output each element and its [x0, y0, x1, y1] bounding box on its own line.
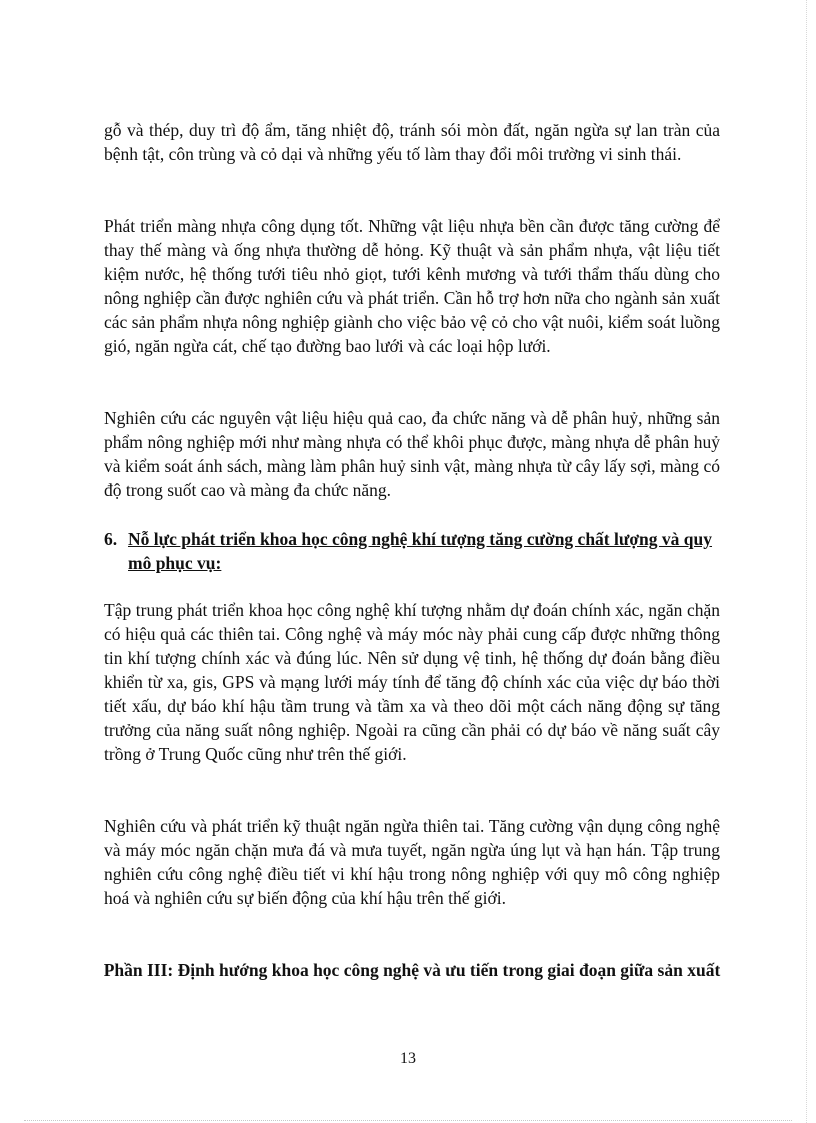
- section-title: Nỗ lực phát triển khoa học công nghệ khí tượng tăng cường chất lượng và quy mô phục vụ:: [128, 529, 713, 573]
- body-paragraph-5: Nghiên cứu và phát triển kỹ thuật ngăn ngừa thiên tai. Tăng cường vận dụng công nghệ và máy móc ngăn chặn mưa đá và mưa tuyết, ngăn ngừa úng lụt và hạn hán. Tập trung nghiên cứu công nghệ điều tiết vi khí hậu trong nông nghiệp với quy mô công nghiệp hoá và nghiên cứu sự biến động của khí hậu trên thế giới.: [104, 816, 720, 908]
- page-bottom-divider: [24, 1120, 792, 1121]
- part-3-heading: Phần III: Định hướng khoa học công nghệ và ưu tiến trong giai đoạn giữa sản xuất: [103, 960, 721, 980]
- body-paragraph-2: Phát triển màng nhựa công dụng tốt. Những vật liệu nhựa bền cần được tăng cường để thay thế màng và ống nhựa thường dễ hỏng. Kỹ thuật và sản phẩm nhựa, vật liệu tiết kiệm nước, hệ thống tưới tiêu nhỏ giọt, tưới kênh mương và tưới thẩm thấu dùng cho nông nghiệp cần được nghiên cứu và phát triển. Cần hỗ trợ hơn nữa cho ngành sản xuất các sản phẩm nhựa nông nghiệp giành cho việc bảo vệ cỏ cho vật nuôi, kiểm soát luồng gió, ngăn ngừa cát, chế tạo đường bao lưới và các loại hộp lưới.: [104, 216, 720, 356]
- page-right-divider: [806, 0, 807, 1123]
- section-number: 6.: [104, 529, 118, 549]
- body-paragraph-3: Nghiên cứu các nguyên vật liệu hiệu quả cao, đa chức năng và dễ phân huỷ, những sản phẩm nông nghiệp mới như màng nhựa có thể khôi phục được, màng nhựa dễ phân huỷ và kiểm soát ánh sách, màng làm phân huỷ sinh vật, màng nhựa từ cây lấy sợi, màng có độ trong suốt cao và màng đa chức năng.: [104, 408, 720, 500]
- page-number: 13: [400, 1050, 416, 1067]
- section-6-heading: [104, 527, 724, 575]
- body-paragraph-1: gỗ và thép, duy trì độ ẩm, tăng nhiệt độ, tránh sói mòn đất, ngăn ngừa sự lan tràn của bệnh tật, côn trùng và cỏ dại và những yếu tố làm thay đổi môi trường vi sinh thái.: [104, 120, 720, 164]
- body-paragraph-4: Tập trung phát triển khoa học công nghệ khí tượng nhằm dự đoán chính xác, ngăn chặn có hiệu quả các thiên tai. Công nghệ và máy móc này phải cung cấp được những thông tin khí tượng chính xác và đúng lúc. Nên sử dụng vệ tinh, hệ thống dự đoán bằng điều khiển từ xa, gis, GPS và mạng lưới máy tính để tăng độ chính xác của việc dự báo thời tiết xấu, dự báo khí hậu tầm trung và tầm xa và theo dõi một cách năng động sự tăng trưởng của năng suất nông nghiệp. Ngoài ra cũng cần phải có dự báo về năng suất cây trồng ở Trung Quốc cũng như trên thế giới.: [104, 600, 720, 764]
